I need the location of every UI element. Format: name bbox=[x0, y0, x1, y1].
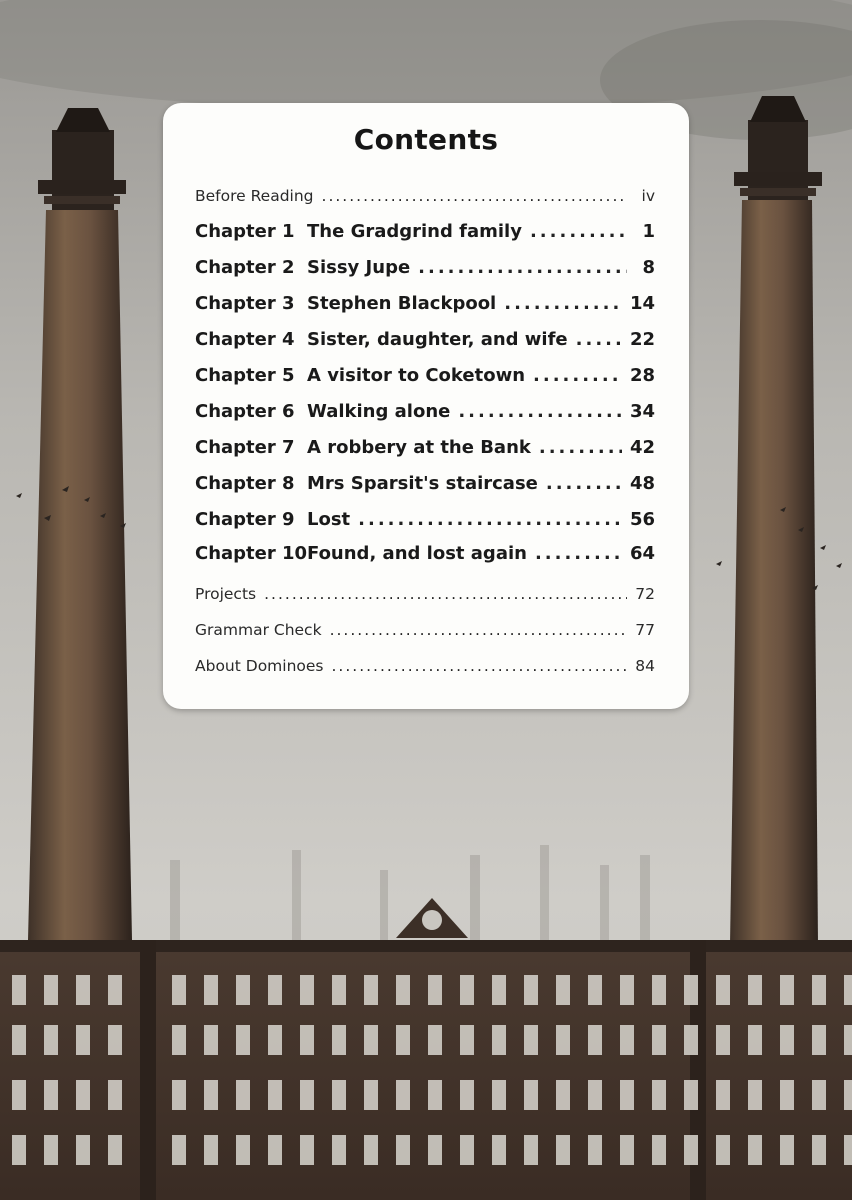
mill-window bbox=[12, 1080, 26, 1110]
mill-window bbox=[460, 975, 474, 1005]
mill-window bbox=[524, 1080, 538, 1110]
mill-window bbox=[844, 1025, 852, 1055]
mill-window bbox=[44, 1025, 58, 1055]
mill-building bbox=[0, 898, 852, 1200]
mill-window bbox=[172, 975, 186, 1005]
toc-entry-chapter-10[interactable] bbox=[195, 543, 655, 573]
mill-window bbox=[364, 1025, 378, 1055]
mill-window bbox=[332, 975, 346, 1005]
chapter-title: A robbery at the Bank bbox=[307, 437, 531, 458]
mill-window bbox=[428, 1080, 442, 1110]
mill-window bbox=[300, 1025, 314, 1055]
dot-leader bbox=[418, 257, 627, 278]
toc-entry-projects[interactable] bbox=[195, 585, 655, 615]
mill-window bbox=[780, 1080, 794, 1110]
mill-window bbox=[460, 1025, 474, 1055]
chapter-number: Chapter 5 bbox=[195, 365, 295, 386]
mill-window bbox=[44, 975, 58, 1005]
toc-page-number: 64 bbox=[629, 543, 655, 564]
mill-window bbox=[524, 1025, 538, 1055]
chapter-number: Chapter 4 bbox=[195, 329, 295, 350]
mill-window bbox=[364, 1080, 378, 1110]
dot-leader bbox=[504, 293, 622, 314]
mill-window bbox=[44, 1080, 58, 1110]
toc-page-number: 84 bbox=[635, 657, 655, 675]
toc-entry-chapter-3[interactable] bbox=[195, 293, 655, 323]
mill-window bbox=[108, 1080, 122, 1110]
mill-window bbox=[172, 1080, 186, 1110]
mill-window bbox=[204, 1080, 218, 1110]
dot-leader bbox=[332, 657, 628, 675]
mill-window bbox=[620, 1080, 634, 1110]
toc-page-number: 48 bbox=[629, 473, 655, 494]
mill-window bbox=[652, 1025, 666, 1055]
mill-window bbox=[236, 1025, 250, 1055]
dot-leader bbox=[539, 437, 622, 458]
dot-leader bbox=[546, 473, 622, 494]
right-chimney bbox=[730, 96, 822, 945]
mill-window bbox=[620, 1135, 634, 1165]
toc-entry-grammar-check[interactable] bbox=[195, 621, 655, 651]
mill-window bbox=[524, 1135, 538, 1165]
toc-entry-before-reading[interactable] bbox=[195, 187, 655, 217]
mill-window bbox=[492, 975, 506, 1005]
mill-window bbox=[428, 1135, 442, 1165]
chapter-title: Stephen Blackpool bbox=[307, 293, 497, 314]
mill-window bbox=[748, 1135, 762, 1165]
mill-window bbox=[332, 1025, 346, 1055]
dot-leader bbox=[264, 585, 627, 603]
mill-window bbox=[364, 1135, 378, 1165]
mill-window bbox=[396, 975, 410, 1005]
dot-leader bbox=[535, 543, 622, 564]
chapter-title: Lost bbox=[307, 509, 351, 530]
mill-window bbox=[396, 1025, 410, 1055]
mill-window bbox=[684, 975, 698, 1005]
mill-window bbox=[588, 1080, 602, 1110]
chapter-number: Chapter 1 bbox=[195, 221, 295, 242]
mill-window bbox=[716, 975, 730, 1005]
dot-leader bbox=[530, 221, 627, 242]
mill-window bbox=[844, 1135, 852, 1165]
mill-window bbox=[748, 1025, 762, 1055]
mill-window bbox=[684, 1135, 698, 1165]
mill-window bbox=[492, 1135, 506, 1165]
mill-window bbox=[588, 975, 602, 1005]
mill-window bbox=[620, 1025, 634, 1055]
mill-window bbox=[460, 1135, 474, 1165]
toc-page-number: iv bbox=[641, 187, 655, 205]
mill-window bbox=[12, 1135, 26, 1165]
chapter-number: Chapter 8 bbox=[195, 473, 295, 494]
mill-window bbox=[108, 975, 122, 1005]
mill-window bbox=[588, 1025, 602, 1055]
mill-window bbox=[652, 1135, 666, 1165]
mill-window bbox=[428, 975, 442, 1005]
toc-entry-chapter-7[interactable] bbox=[195, 437, 655, 467]
mill-window bbox=[236, 1080, 250, 1110]
mill-window bbox=[268, 1025, 282, 1055]
mill-window bbox=[716, 1135, 730, 1165]
mill-window bbox=[76, 975, 90, 1005]
mill-window bbox=[204, 1025, 218, 1055]
dot-leader bbox=[533, 365, 622, 386]
mill-window bbox=[44, 1135, 58, 1165]
mill-window bbox=[716, 1080, 730, 1110]
mill-window bbox=[812, 1025, 826, 1055]
mill-window bbox=[492, 1025, 506, 1055]
mill-window bbox=[844, 975, 852, 1005]
mill-window bbox=[108, 1135, 122, 1165]
mill-window bbox=[492, 1080, 506, 1110]
dot-leader bbox=[330, 621, 627, 639]
mill-window bbox=[76, 1080, 90, 1110]
mill-window bbox=[524, 975, 538, 1005]
mill-window bbox=[812, 1080, 826, 1110]
mill-window bbox=[396, 1080, 410, 1110]
mill-window bbox=[652, 975, 666, 1005]
mill-window bbox=[300, 1135, 314, 1165]
mill-window bbox=[108, 1025, 122, 1055]
toc-entry-chapter-4[interactable] bbox=[195, 329, 655, 359]
toc-page-number: 42 bbox=[629, 437, 655, 458]
mill-window bbox=[556, 1080, 570, 1110]
mill-window bbox=[812, 975, 826, 1005]
dot-leader bbox=[458, 401, 622, 422]
mill-window bbox=[268, 1080, 282, 1110]
mill-window bbox=[620, 975, 634, 1005]
toc-page-number: 28 bbox=[629, 365, 655, 386]
mill-window bbox=[12, 1025, 26, 1055]
mill-window bbox=[684, 1025, 698, 1055]
mill-window bbox=[556, 975, 570, 1005]
chapter-number: Chapter 10 bbox=[195, 543, 308, 564]
mill-window bbox=[716, 1025, 730, 1055]
mill-window bbox=[780, 975, 794, 1005]
toc-page-number: 34 bbox=[629, 401, 655, 422]
toc-entry-label: Projects bbox=[195, 585, 257, 603]
mill-window bbox=[172, 1025, 186, 1055]
mill-window bbox=[332, 1135, 346, 1165]
mill-window bbox=[396, 1135, 410, 1165]
dot-leader bbox=[322, 187, 627, 205]
mill-window bbox=[332, 1080, 346, 1110]
dot-leader bbox=[358, 509, 622, 530]
mill-window bbox=[428, 1025, 442, 1055]
chapter-title: Mrs Sparsit's staircase bbox=[307, 473, 538, 494]
contents-card bbox=[163, 103, 689, 709]
mill-window bbox=[268, 1135, 282, 1165]
chapter-number: Chapter 9 bbox=[195, 509, 295, 530]
mill-window bbox=[844, 1080, 852, 1110]
chapter-title: Found, and lost again bbox=[307, 543, 527, 564]
mill-window bbox=[748, 975, 762, 1005]
chapter-number: Chapter 7 bbox=[195, 437, 295, 458]
toc-page-number: 56 bbox=[629, 509, 655, 530]
chapter-title: A visitor to Coketown bbox=[307, 365, 526, 386]
mill-window bbox=[236, 1135, 250, 1165]
toc-entry-label: Grammar Check bbox=[195, 621, 322, 639]
mill-window bbox=[460, 1080, 474, 1110]
mill-window bbox=[12, 975, 26, 1005]
mill-window bbox=[588, 1135, 602, 1165]
toc-entry-chapter-9[interactable] bbox=[195, 509, 655, 539]
toc-entry-chapter-8[interactable] bbox=[195, 473, 655, 503]
toc-entry-chapter-2[interactable] bbox=[195, 257, 655, 287]
chapter-number: Chapter 3 bbox=[195, 293, 295, 314]
chapter-number: Chapter 6 bbox=[195, 401, 295, 422]
mill-window bbox=[652, 1080, 666, 1110]
chapter-title: Sissy Jupe bbox=[307, 257, 411, 278]
toc-entry-label: Before Reading bbox=[195, 187, 314, 205]
mill-window bbox=[268, 975, 282, 1005]
mill-window bbox=[204, 975, 218, 1005]
toc-page-number: 8 bbox=[642, 257, 655, 278]
mill-window bbox=[172, 1135, 186, 1165]
toc-entry-label: About Dominoes bbox=[195, 657, 324, 675]
toc-page-number: 22 bbox=[629, 329, 655, 350]
chapter-title: Sister, daughter, and wife bbox=[307, 329, 568, 350]
mill-window bbox=[556, 1135, 570, 1165]
toc-page-number: 77 bbox=[635, 621, 655, 639]
page-title: Contents bbox=[353, 123, 499, 156]
chapter-title: The Gradgrind family bbox=[307, 221, 522, 242]
toc-entry-chapter-6[interactable] bbox=[195, 401, 655, 431]
toc-page-number: 14 bbox=[629, 293, 655, 314]
mill-window bbox=[812, 1135, 826, 1165]
toc-page-number: 1 bbox=[642, 221, 655, 242]
toc-entry-about-dominoes[interactable] bbox=[195, 657, 655, 687]
chapter-title: Walking alone bbox=[307, 401, 451, 422]
toc-entry-chapter-5[interactable] bbox=[195, 365, 655, 395]
toc-page-number: 72 bbox=[635, 585, 655, 603]
toc-entry-chapter-1[interactable] bbox=[195, 221, 655, 251]
mill-window bbox=[76, 1135, 90, 1165]
mill-window bbox=[300, 975, 314, 1005]
mill-window bbox=[236, 975, 250, 1005]
mill-window bbox=[76, 1025, 90, 1055]
mill-window bbox=[556, 1025, 570, 1055]
mill-window bbox=[300, 1080, 314, 1110]
mill-window bbox=[204, 1135, 218, 1165]
mill-window bbox=[684, 1080, 698, 1110]
mill-window bbox=[780, 1025, 794, 1055]
chapter-number: Chapter 2 bbox=[195, 257, 295, 278]
dot-leader bbox=[576, 329, 622, 350]
mill-window bbox=[748, 1080, 762, 1110]
mill-window bbox=[780, 1135, 794, 1165]
mill-window bbox=[364, 975, 378, 1005]
